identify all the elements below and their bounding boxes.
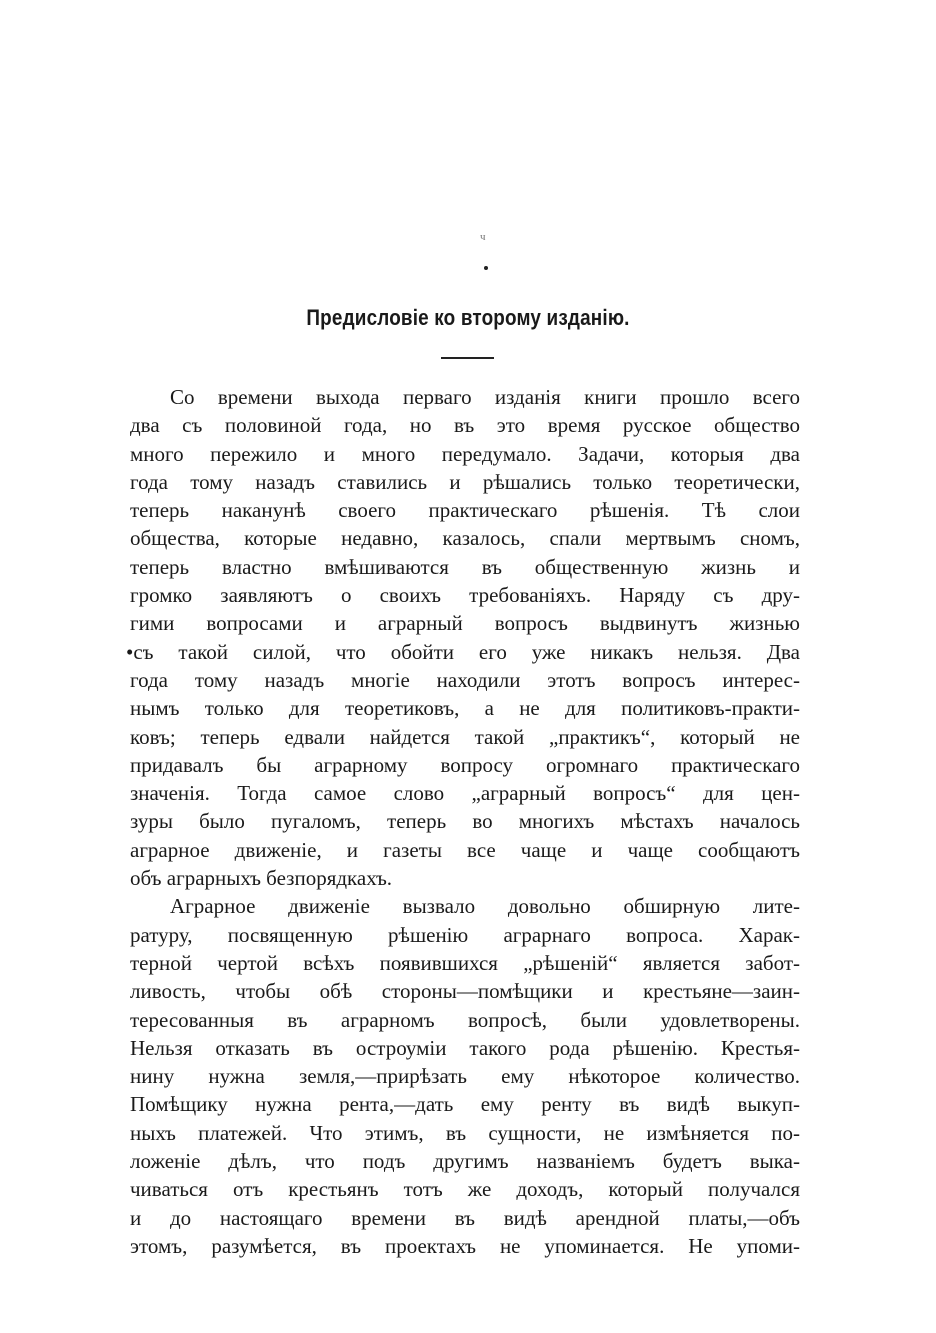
paragraph-1 — [126, 383, 800, 892]
text-line: года тому назадъ ставились и рѣшались только теоретически, — [130, 469, 800, 494]
heading-rule — [441, 357, 494, 359]
dot-mark — [484, 266, 488, 270]
text-line: теперь властно вмѣшиваются въ общественную жизнь и — [130, 554, 800, 579]
text-line: громко заявляютъ о своихъ требованіяхъ. Наряду съ дру- — [130, 583, 800, 608]
text-line: зуры было пугаломъ, теперь во многихъ мѣстахъ началось — [130, 809, 800, 834]
text-line: придавалъ бы аграрному вопросу огромнаго практическаго — [130, 752, 800, 777]
text-line: терной чертой всѣхъ появившихся „рѣшеній“ является забот- — [130, 950, 800, 975]
body-text — [126, 383, 800, 1260]
text-line: нымъ только для теоретиковъ, а не для политиковъ-практи- — [130, 696, 800, 721]
text-line: ложеніе дѣлъ, что подъ другимъ названіемъ будетъ выка- — [130, 1149, 800, 1174]
text-line: два съ половиной года, но въ это время русское общество — [130, 413, 800, 438]
text-line: и до настоящаго времени въ видѣ арендной платы,—объ — [130, 1205, 800, 1230]
page-heading: Предисловіе ко второму изданію. — [306, 305, 630, 330]
text-line: общества, которые недавно, казалось, спали мертвымъ сномъ, — [130, 526, 800, 551]
text-line: этомъ, разумѣется, въ проектахъ не упоминается. Не упоми- — [130, 1233, 800, 1258]
text-line: много пережило и много передумало. Задачи, которыя два — [130, 441, 800, 466]
text-line: •съ такой силой, что обойти его уже никакъ нельзя. Два — [126, 639, 800, 664]
text-line: Нельзя отказать въ остроуміи такого рода рѣшенію. Крестья- — [130, 1035, 800, 1060]
text-line: гими вопросами и аграрный вопросъ выдвинутъ жизнью — [130, 611, 800, 636]
text-line: объ аграрныхъ безпорядкахъ. — [130, 866, 393, 891]
text-line: тересованныя въ аграрномъ вопросѣ, были удовлетворены. — [130, 1007, 800, 1032]
text-line: ныхъ платежей. Что этимъ, въ сущности, не измѣняется по- — [130, 1120, 800, 1145]
text-line: Со времени выхода перваго изданія книги прошло всего — [170, 385, 800, 409]
text-line: теперь наканунѣ своего практическаго рѣшенія. Тѣ слои — [130, 498, 800, 523]
text-line: аграрное движеніе, и газеты все чаще и чаще сообщаютъ — [130, 837, 800, 862]
small-mark: ч — [480, 231, 486, 243]
text-line: года тому назадъ многіе находили этотъ вопросъ интерес- — [130, 667, 800, 692]
text-line: нину нужна земля,—прирѣзать ему нѣкоторое количество. — [130, 1064, 800, 1089]
text-line: ковъ; теперь едвали найдется такой „практикъ“, который не — [130, 724, 800, 749]
text-line: чиваться отъ крестьянъ тотъ же доходъ, который получался — [130, 1177, 800, 1202]
text-line: значенія. Тогда самое слово „аграрный вопросъ“ для цен- — [130, 781, 800, 806]
text-line: ратуру, посвященную рѣшенію аграрнаго вопроса. Харак- — [130, 922, 800, 947]
text-line: Помѣщику нужна рента,—дать ему ренту въ видѣ выкуп- — [130, 1092, 800, 1117]
paragraph-2 — [130, 892, 800, 1260]
text-line: Аграрное движеніе вызвало довольно обширную лите- — [170, 894, 800, 919]
text-line: ливость, чтобы обѣ стороны—помѣщики и крестьяне—заин- — [130, 979, 800, 1004]
